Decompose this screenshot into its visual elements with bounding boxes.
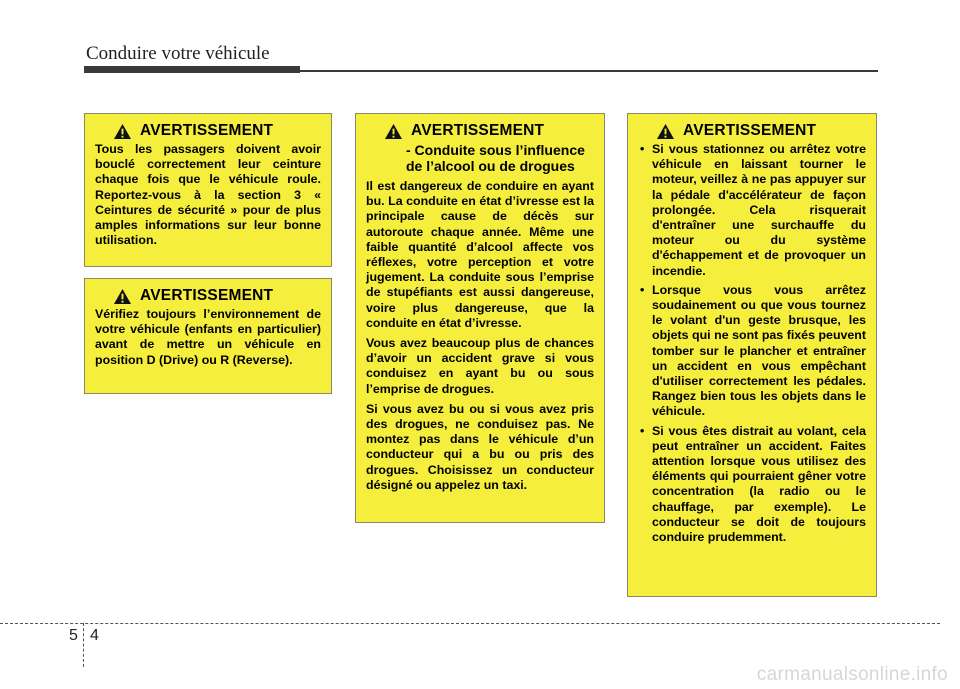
warning-text: Vous avez beaucoup plus de chances d’avoir un accident grave si vous conduisez en ayant bu ou sous l’emprise de drogues. — [366, 336, 594, 396]
warning-heading-text: AVERTISSEMENT — [683, 122, 817, 139]
warning-text: Tous les passagers doivent avoir bouclé correctement leur ceinture chaque fois que le véhicule roule. Reportez-vous à la section 3 « Ceintures de sécurité » pour de plus amples informations sur leur bonne utilisation. — [95, 142, 321, 248]
list-item: • Lorsque vous vous arrêtez soudainement ou que vous tournez le volant d'un geste brusque, les objets qui ne sont pas fixés peuvent tomber sur le plancher et entraîner un accident en vous empêchant d'utiliser correctement les pédales. Rangez bien tous les objets dans le véhicule. — [638, 283, 866, 420]
warning-heading — [384, 122, 594, 140]
warning-bullet-list — [638, 142, 866, 545]
warning-heading — [656, 122, 866, 140]
warning-triangle-icon — [113, 123, 132, 140]
warning-heading-text: AVERTISSEMENT — [140, 287, 274, 304]
warning-heading — [113, 287, 321, 305]
warning-heading — [113, 122, 321, 140]
warning-heading-text: AVERTISSEMENT — [140, 122, 274, 139]
warning-triangle-icon — [384, 123, 403, 140]
warning-box-surroundings — [84, 278, 332, 394]
warning-box-parking-distraction — [627, 113, 877, 597]
warning-heading-text: AVERTISSEMENT — [411, 122, 545, 139]
header-rule-thin — [300, 70, 878, 72]
watermark-text: carmanualsonline.info — [756, 664, 948, 685]
footer-divider — [83, 623, 84, 667]
header-rule-thick — [84, 66, 300, 73]
warning-text: Vérifiez toujours l’environnement de votre véhicule (enfants en particulier) avant de mettre un véhicule en position D (Drive) ou R (Reverse). — [95, 307, 321, 367]
warning-box-alcohol-drugs — [355, 113, 605, 523]
warning-text: Il est dangereux de conduire en ayant bu. La conduite en état d’ivresse est la principale cause de décès sur autoroute chaque année. Même une faible quantité d’alcool affecte vos réflexes, votre perception et votre jugement. La conduite sous l’emprise de stupéfiants est aussi dangereuse, voire plus dangereuse, que la conduite en état d’ivresse. — [366, 179, 594, 330]
warning-text: Si vous avez bu ou si vous avez pris des drogues, ne conduisez pas. Ne montez pas dans le véhicule d’un conducteur qui a bu ou pris des drogues. Choisissez un conducteur désigné ou appelez un taxi. — [366, 401, 594, 492]
warning-box-seatbelts — [84, 113, 332, 267]
footer-rule — [0, 623, 940, 624]
page-number: 4 — [90, 627, 99, 644]
warning-subheading: - Conduite sous l’influence de l’alcool ou de drogues — [406, 142, 585, 174]
warning-triangle-icon — [656, 123, 675, 140]
list-item: • Si vous stationnez ou arrêtez votre véhicule en laissant tourner le moteur, veillez à ne pas appuyer sur la pédale d'accélérateur de façon prolongée. Cela risquerait d'entraîner une surchauffe du moteur ou du système d'échappement et de provoquer un incendie. — [638, 142, 866, 279]
section-number: 5 — [69, 627, 78, 644]
list-item: • Si vous êtes distrait au volant, cela peut entraîner un accident. Faites attention lorsque vous utilisez des éléments qui pourraient gêner votre concentration (la radio ou le chauffage, par exemple). Le conducteur se doit de toujours conduire prudemment. — [638, 424, 866, 546]
page-section-title: Conduire votre véhicule — [86, 43, 270, 64]
warning-triangle-icon — [113, 288, 132, 305]
